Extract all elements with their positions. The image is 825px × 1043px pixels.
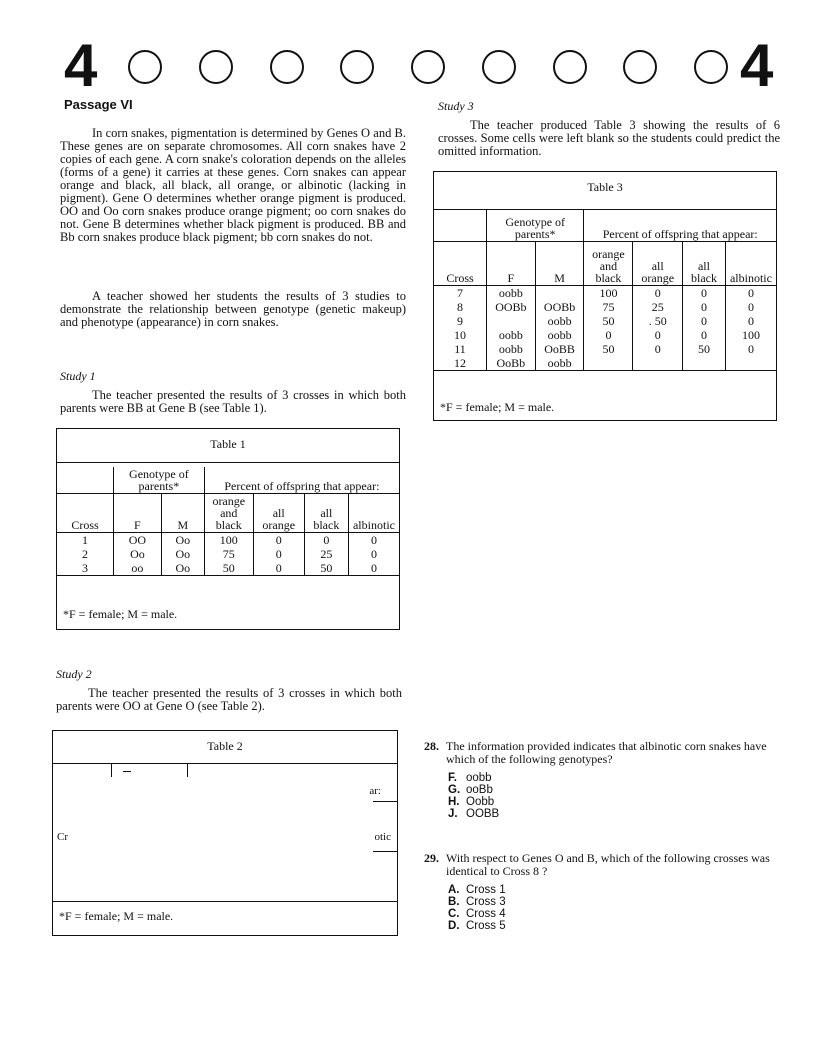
table-cell: OoBb <box>487 356 536 371</box>
table2-title: Table 2 <box>207 739 243 753</box>
table1-genotype-header: Genotype of parents* <box>114 467 205 494</box>
table-cell: 100 <box>204 533 253 548</box>
question-text: The information provided indicates that albinotic corn snakes have which of the following genotypes? <box>446 739 767 766</box>
table-cell: 100 <box>584 286 633 301</box>
option-letter: F. <box>448 772 457 784</box>
table-row <box>434 356 776 371</box>
table-cell: 0 <box>683 300 726 314</box>
table-cell: 100 <box>741 328 760 342</box>
page-number-left: 4 <box>64 32 98 99</box>
answer-option-a[interactable] <box>448 884 774 896</box>
table-cell: 50 <box>304 561 348 576</box>
option-text: Cross 3 <box>466 896 506 908</box>
table-cell: 1 <box>57 533 114 548</box>
table3-col-albinotic: albinotic <box>725 242 776 286</box>
table-cell: 0 <box>370 533 377 547</box>
table-cell <box>584 356 633 371</box>
option-text: Cross 4 <box>466 908 506 920</box>
table1-col-orange-black: orange and black <box>204 494 253 533</box>
table-cell: 25 <box>304 547 348 561</box>
question-text: With respect to Genes O and B, which of the following crosses was identical to Cross 8 ? <box>446 851 770 878</box>
table3 <box>433 171 777 421</box>
table-row <box>434 314 776 328</box>
table1-grid <box>57 467 399 576</box>
table2-fragment-left: Cr <box>57 831 68 843</box>
table-cell: oobb <box>535 356 584 371</box>
table-cell: 50 <box>683 342 726 356</box>
table-cell: Oo <box>161 561 204 576</box>
table-cell: 75 <box>204 547 253 561</box>
bubble-circle <box>694 50 728 84</box>
table-cell: 0 <box>683 328 726 342</box>
bubble-circle <box>270 50 304 84</box>
table3-col-orange-black: orange and black <box>584 242 633 286</box>
table3-genotype-header: Genotype of parents* <box>487 210 584 242</box>
table-cell: 0 <box>253 533 304 548</box>
table1-col-all-black: all black <box>304 494 348 533</box>
study1-text: The teacher presented the results of 3 crosses in which both parents were BB at Gene B (see Table 1). <box>60 388 406 415</box>
table2-footnote: *F = female; M = male. <box>59 909 174 923</box>
table1-col-m: M <box>161 494 204 533</box>
second-paragraph: A teacher showed her students the results of 3 studies to demonstrate the relationship between genotype (genetic makeup) and phenotype (appearance) in corn snakes. <box>60 289 406 329</box>
bubble-circle <box>482 50 516 84</box>
option-letter: D. <box>448 920 460 932</box>
answer-option-d[interactable] <box>448 920 774 932</box>
table-cell: 12 <box>434 356 487 371</box>
table2-fragment-top: ar: <box>369 785 381 797</box>
option-text: OOBB <box>466 808 500 820</box>
option-letter: B. <box>448 896 460 908</box>
table-cell: OoBB <box>535 342 584 356</box>
table-cell: 0 <box>633 328 683 342</box>
table3-grid <box>434 210 776 371</box>
table-cell <box>535 286 584 301</box>
table-cell: OOBb <box>487 300 536 314</box>
answer-option-h[interactable] <box>448 796 774 808</box>
table-cell: oobb <box>487 342 536 356</box>
table-cell <box>683 356 726 371</box>
table3-col-cross: Cross <box>434 242 487 286</box>
table-cell: 0 <box>747 342 754 356</box>
table-cell: 0 <box>370 547 377 561</box>
bubble-circle <box>553 50 587 84</box>
answer-bubble-row <box>128 50 728 84</box>
table2 <box>52 730 398 936</box>
table-cell: 3 <box>57 561 114 576</box>
table-cell: 0 <box>683 314 726 328</box>
question-number: 28. <box>424 739 439 753</box>
answer-option-g[interactable] <box>448 784 774 796</box>
option-letter: A. <box>448 884 460 896</box>
option-text: ooBb <box>466 784 493 796</box>
passage-heading: Passage VI <box>64 97 133 112</box>
bubble-circle <box>340 50 374 84</box>
study2-section <box>56 668 402 713</box>
study1-label: Study 1 <box>60 369 96 383</box>
option-letter: H. <box>448 796 460 808</box>
study3-section <box>438 100 780 158</box>
option-letter: C. <box>448 908 460 920</box>
passage-intro <box>60 127 406 244</box>
table1-col-all-orange: all orange <box>253 494 304 533</box>
table-row <box>434 342 776 356</box>
table-cell: Oo <box>161 547 204 561</box>
option-text: Oobb <box>466 796 495 808</box>
table-cell: 11 <box>434 342 487 356</box>
table1 <box>56 428 400 630</box>
table-cell: 0 <box>747 286 754 300</box>
table1-col-f: F <box>114 494 162 533</box>
table-cell <box>633 356 683 371</box>
table-cell: Oo <box>114 547 162 561</box>
option-letter: J. <box>448 808 458 820</box>
question-number: 29. <box>424 851 439 865</box>
table-cell: 7 <box>434 286 487 301</box>
table1-col-cross: Cross <box>57 494 114 533</box>
table-cell: 50 <box>584 314 633 328</box>
answer-option-c[interactable] <box>448 908 774 920</box>
table-cell: 10 <box>434 328 487 342</box>
table-cell: 0 <box>348 561 399 576</box>
option-text: Cross 1 <box>466 884 506 896</box>
question-29 <box>424 852 774 932</box>
bubble-circle <box>623 50 657 84</box>
study3-text: The teacher produced Table 3 showing the results of 6 crosses. Some cells were left blank so the students could predict the omitted information. <box>438 118 780 158</box>
bubble-circle <box>128 50 162 84</box>
table-cell: OOBb <box>535 300 584 314</box>
table-cell: 0 <box>633 286 683 301</box>
table-cell: oobb <box>487 286 536 301</box>
table-cell: 9 <box>434 314 487 328</box>
table1-percent-header: Percent of offspring that appear: <box>224 479 380 493</box>
table-cell: 50 <box>584 342 633 356</box>
option-text: oobb <box>466 772 492 784</box>
table3-footnote: *F = female; M = male. <box>440 400 555 414</box>
table-cell: 2 <box>57 547 114 561</box>
table3-col-all-orange: all orange <box>633 242 683 286</box>
table-row <box>434 328 776 342</box>
table-cell: 50 <box>204 561 253 576</box>
table1-col-albinotic: albinotic <box>348 494 399 533</box>
table3-col-m: M <box>535 242 584 286</box>
study1-section <box>60 370 406 415</box>
table-row <box>57 547 399 561</box>
study3-label: Study 3 <box>438 99 474 113</box>
table-cell: 0 <box>747 314 754 328</box>
table3-title: Table 3 <box>587 180 623 194</box>
answer-option-j[interactable] <box>448 808 774 820</box>
table-cell: 0 <box>584 328 633 342</box>
table-cell <box>487 314 536 328</box>
answer-option-f[interactable] <box>448 772 774 784</box>
table2-fragment-right: otic <box>374 831 391 843</box>
table-row <box>57 561 399 576</box>
table-row <box>57 533 399 548</box>
table-cell: 0 <box>253 547 304 561</box>
option-text: Cross 5 <box>466 920 506 932</box>
table3-col-f: F <box>487 242 536 286</box>
table-cell <box>725 356 776 371</box>
table-cell: 0 <box>683 286 726 301</box>
table1-title: Table 1 <box>210 437 246 451</box>
page-number-right: 4 <box>740 32 774 99</box>
table-cell: 25 <box>633 300 683 314</box>
table3-percent-header: Percent of offspring that appear: <box>602 227 758 241</box>
study2-text: The teacher presented the results of 3 crosses in which both parents were OO at Gene O (see Table 2). <box>56 686 402 713</box>
table-cell: oobb <box>535 314 584 328</box>
table-cell: oobb <box>487 328 536 342</box>
table1-footnote: *F = female; M = male. <box>63 607 178 621</box>
table-cell: 0 <box>304 533 348 548</box>
table-cell: 0 <box>633 342 683 356</box>
table-cell: 0 <box>253 561 304 576</box>
study2-label: Study 2 <box>56 667 92 681</box>
table-cell: . 50 <box>633 314 683 328</box>
table-cell: 75 <box>584 300 633 314</box>
bubble-circle <box>411 50 445 84</box>
table-cell: 8 <box>434 300 487 314</box>
question-28 <box>424 740 774 820</box>
table-row <box>434 286 776 301</box>
passage-second <box>60 290 406 329</box>
table-cell: oo <box>114 561 162 576</box>
table-cell: Oo <box>161 533 204 548</box>
table3-col-all-black: all black <box>683 242 726 286</box>
table-row <box>434 300 776 314</box>
table-cell: oobb <box>535 328 584 342</box>
table-cell: 0 <box>747 300 754 314</box>
answer-option-b[interactable] <box>448 896 774 908</box>
table-cell: OO <box>114 533 162 548</box>
intro-paragraph: In corn snakes, pigmentation is determined by Genes O and B. These genes are on separate chromosomes. All corn snakes have 2 copies of each gene. A corn snake's coloration depends on the alleles (forms of a gene) it carries at these genes. Corn snakes can appear orange and black, all black, all orange, or albinotic (lacking in pigment). Gene O determines whether orange pigment is produced. OO and Oo corn snakes produce orange pigment; oo corn snakes do not. Gene B determines whether black pigment is produced. BB and Bb corn snakes produce black pigment; bb corn snakes do not. <box>60 126 406 244</box>
bubble-circle <box>199 50 233 84</box>
option-letter: G. <box>448 784 461 796</box>
